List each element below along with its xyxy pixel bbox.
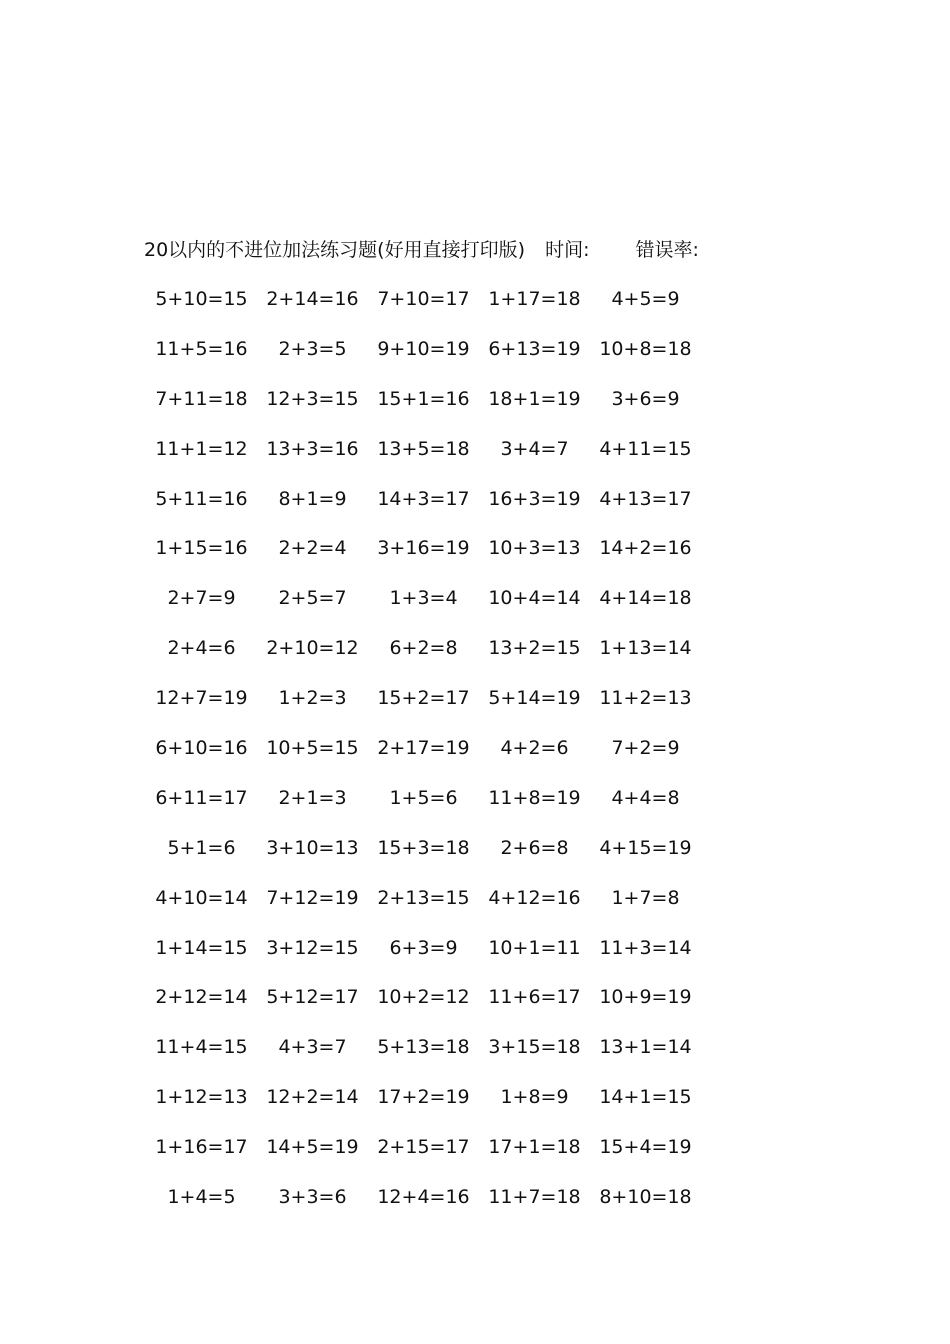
problem-row (146, 834, 701, 884)
problem-item: 6+10=16 (155, 737, 248, 760)
problem-item: 7+2=9 (611, 737, 680, 760)
problem-item: 2+4=6 (167, 637, 236, 660)
problem-item: 15+1=16 (377, 387, 470, 410)
problem-row (146, 1083, 701, 1133)
problem-item: 4+3=7 (278, 1036, 347, 1059)
problem-item: 3+16=19 (377, 537, 470, 560)
problem-item: 11+6=17 (488, 986, 581, 1009)
problem-item: 1+16=17 (155, 1136, 248, 1159)
problem-item: 18+1=19 (488, 387, 581, 410)
problem-item: 4+15=19 (599, 836, 692, 859)
problem-item: 15+4=19 (599, 1136, 692, 1159)
problem-row (146, 784, 701, 834)
problem-item: 12+2=14 (266, 1086, 359, 1109)
problem-item: 11+7=18 (488, 1186, 581, 1209)
problem-item: 1+17=18 (488, 288, 581, 310)
problem-grid (146, 285, 701, 1233)
problem-item: 2+10=12 (266, 637, 359, 660)
problem-item: 1+15=16 (155, 537, 248, 560)
problem-item: 11+3=14 (599, 936, 692, 959)
problem-item: 1+2=3 (278, 687, 347, 710)
problem-item: 2+13=15 (377, 886, 470, 909)
problem-item: 5+11=16 (155, 487, 248, 510)
problem-item: 10+9=19 (599, 986, 692, 1009)
problem-item: 8+1=9 (278, 487, 347, 510)
problem-row (146, 734, 701, 784)
problem-item: 13+1=14 (599, 1036, 692, 1059)
problem-row (146, 684, 701, 734)
problem-item: 14+2=16 (599, 537, 692, 560)
problem-item: 5+10=15 (155, 288, 248, 310)
problem-row (146, 934, 701, 984)
problem-row (146, 285, 701, 335)
problem-item: 4+4=8 (611, 786, 680, 809)
problem-item: 3+15=18 (488, 1036, 581, 1059)
problem-item: 2+15=17 (377, 1136, 470, 1159)
problem-item: 2+17=19 (377, 737, 470, 760)
problem-item: 8+10=18 (599, 1186, 692, 1209)
problem-item: 16+3=19 (488, 487, 581, 510)
problem-item: 15+2=17 (377, 687, 470, 710)
problem-item: 5+1=6 (167, 836, 236, 859)
problem-item: 2+6=8 (500, 836, 569, 859)
problem-row (146, 435, 701, 485)
problem-item: 10+2=12 (377, 986, 470, 1009)
problem-item: 1+14=15 (155, 936, 248, 959)
problem-item: 9+10=19 (377, 337, 470, 360)
problem-item: 4+10=14 (155, 886, 248, 909)
problem-item: 1+13=14 (599, 637, 692, 660)
problem-item: 4+2=6 (500, 737, 569, 760)
error-rate-label: 错误率: (635, 239, 699, 261)
problem-item: 11+5=16 (155, 337, 248, 360)
problem-row (146, 1133, 701, 1183)
problem-item: 13+5=18 (377, 437, 470, 460)
problem-item: 11+8=19 (488, 786, 581, 809)
problem-item: 10+4=14 (488, 587, 581, 610)
problem-row (146, 1033, 701, 1083)
problem-item: 11+2=13 (599, 687, 692, 710)
problem-item: 2+1=3 (278, 786, 347, 809)
problem-row (146, 534, 701, 584)
problem-item: 1+8=9 (500, 1086, 569, 1109)
problem-item: 7+11=18 (155, 387, 248, 410)
problem-row (146, 983, 701, 1033)
problem-row (146, 335, 701, 385)
problem-item: 10+3=13 (488, 537, 581, 560)
worksheet-header (144, 236, 699, 264)
problem-item: 12+4=16 (377, 1186, 470, 1209)
problem-row (146, 385, 701, 435)
problem-item: 17+2=19 (377, 1086, 470, 1109)
problem-item: 14+1=15 (599, 1086, 692, 1109)
problem-item: 3+3=6 (278, 1186, 347, 1209)
time-label: 时间: (545, 239, 590, 261)
problem-item: 5+12=17 (266, 986, 359, 1009)
problem-item: 12+7=19 (155, 687, 248, 710)
problem-item: 4+14=18 (599, 587, 692, 610)
problem-item: 5+14=19 (488, 687, 581, 710)
problem-item: 4+5=9 (611, 288, 680, 310)
problem-row (146, 1183, 701, 1233)
problem-row (146, 884, 701, 934)
problem-item: 3+4=7 (500, 437, 569, 460)
problem-item: 3+10=13 (266, 836, 359, 859)
problem-item: 10+5=15 (266, 737, 359, 760)
problem-item: 2+3=5 (278, 337, 347, 360)
worksheet-title: 20以内的不进位加法练习题(好用直接打印版) (144, 239, 526, 261)
problem-item: 13+3=16 (266, 437, 359, 460)
problem-item: 17+1=18 (488, 1136, 581, 1159)
problem-row (146, 634, 701, 684)
problem-item: 2+12=14 (155, 986, 248, 1009)
problem-item: 3+6=9 (611, 387, 680, 410)
problem-item: 1+3=4 (389, 587, 458, 610)
problem-item: 7+12=19 (266, 886, 359, 909)
problem-item: 6+3=9 (389, 936, 458, 959)
problem-item: 15+3=18 (377, 836, 470, 859)
problem-item: 1+12=13 (155, 1086, 248, 1109)
problem-row (146, 485, 701, 535)
problem-item: 10+8=18 (599, 337, 692, 360)
problem-item: 6+11=17 (155, 786, 248, 809)
problem-item: 3+12=15 (266, 936, 359, 959)
problem-item: 4+12=16 (488, 886, 581, 909)
problem-item: 5+13=18 (377, 1036, 470, 1059)
problem-item: 1+4=5 (167, 1186, 236, 1209)
problem-item: 4+13=17 (599, 487, 692, 510)
problem-item: 2+2=4 (278, 537, 347, 560)
problem-item: 14+5=19 (266, 1136, 359, 1159)
problem-item: 4+11=15 (599, 437, 692, 460)
problem-item: 12+3=15 (266, 387, 359, 410)
problem-item: 6+13=19 (488, 337, 581, 360)
problem-item: 2+14=16 (266, 288, 359, 310)
problem-item: 1+5=6 (389, 786, 458, 809)
problem-item: 6+2=8 (389, 637, 458, 660)
problem-item: 11+1=12 (155, 437, 248, 460)
problem-item: 1+7=8 (611, 886, 680, 909)
problem-item: 10+1=11 (488, 936, 581, 959)
problem-row (146, 584, 701, 634)
problem-item: 2+7=9 (167, 587, 236, 610)
problem-item: 11+4=15 (155, 1036, 248, 1059)
problem-item: 14+3=17 (377, 487, 470, 510)
problem-item: 7+10=17 (377, 288, 470, 310)
problem-item: 2+5=7 (278, 587, 347, 610)
problem-item: 13+2=15 (488, 637, 581, 660)
